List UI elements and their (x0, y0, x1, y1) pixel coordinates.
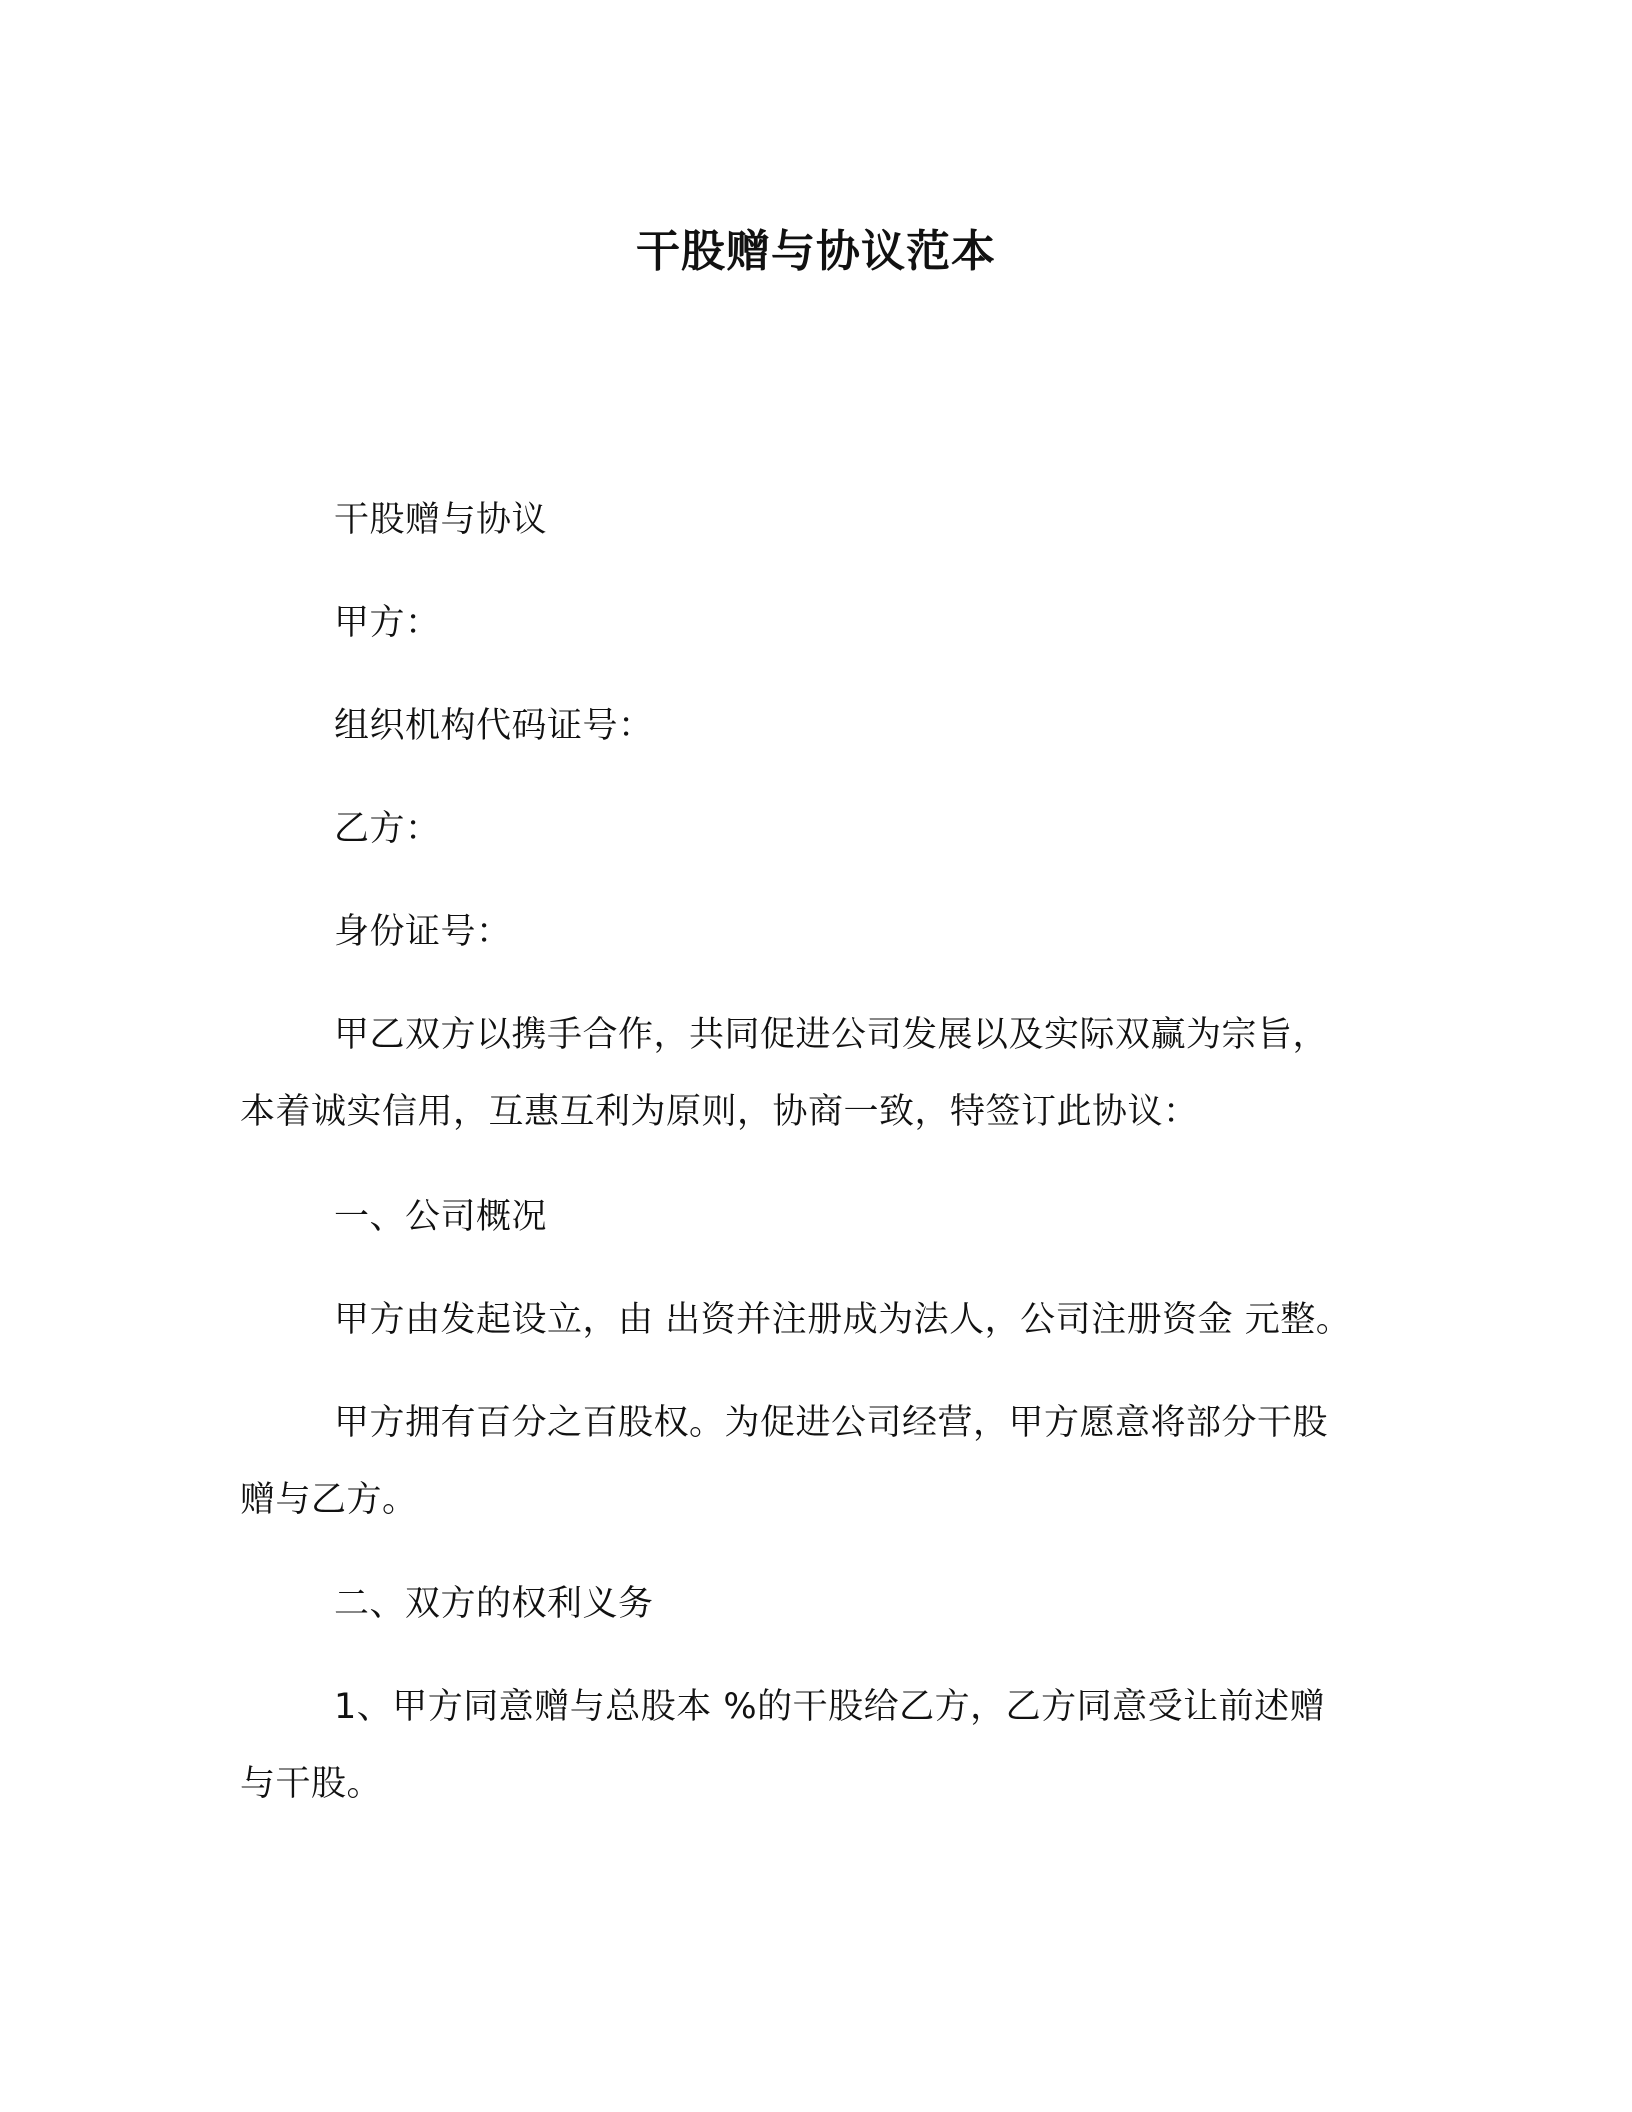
section-1-heading: 一、公司概况 (334, 1197, 548, 1237)
preamble-line-1: 甲乙双方以携手合作，共同促进公司发展以及实际双赢为宗旨， (334, 1015, 1329, 1055)
section-2-heading: 二、双方的权利义务 (334, 1584, 654, 1624)
agreement-heading: 干股赠与协议 (334, 500, 548, 540)
section-1-paragraph-2-line-2: 赠与乙方。 (240, 1480, 418, 1520)
party-b-label: 乙方： (334, 809, 441, 849)
clause-1-line-1: 1、甲方同意赠与总股本 %的干股给乙方，乙方同意受让前述赠 (334, 1687, 1326, 1727)
section-1-paragraph-2-line-1: 甲方拥有百分之百股权。为促进公司经营，甲方愿意将部分干股 (334, 1403, 1329, 1443)
clause-1-line-2: 与干股。 (240, 1764, 383, 1804)
document-title: 干股赠与协议范本 (636, 226, 996, 277)
section-1-paragraph-1: 甲方由发起设立，由 出资并注册成为法人，公司注册资金 元整。 (334, 1300, 1352, 1340)
org-code-label: 组织机构代码证号： (334, 706, 654, 746)
id-number-label: 身份证号： (334, 912, 512, 952)
party-a-label: 甲方： (334, 603, 441, 643)
preamble-line-2: 本着诚实信用，互惠互利为原则，协商一致，特签订此协议： (240, 1092, 1199, 1132)
